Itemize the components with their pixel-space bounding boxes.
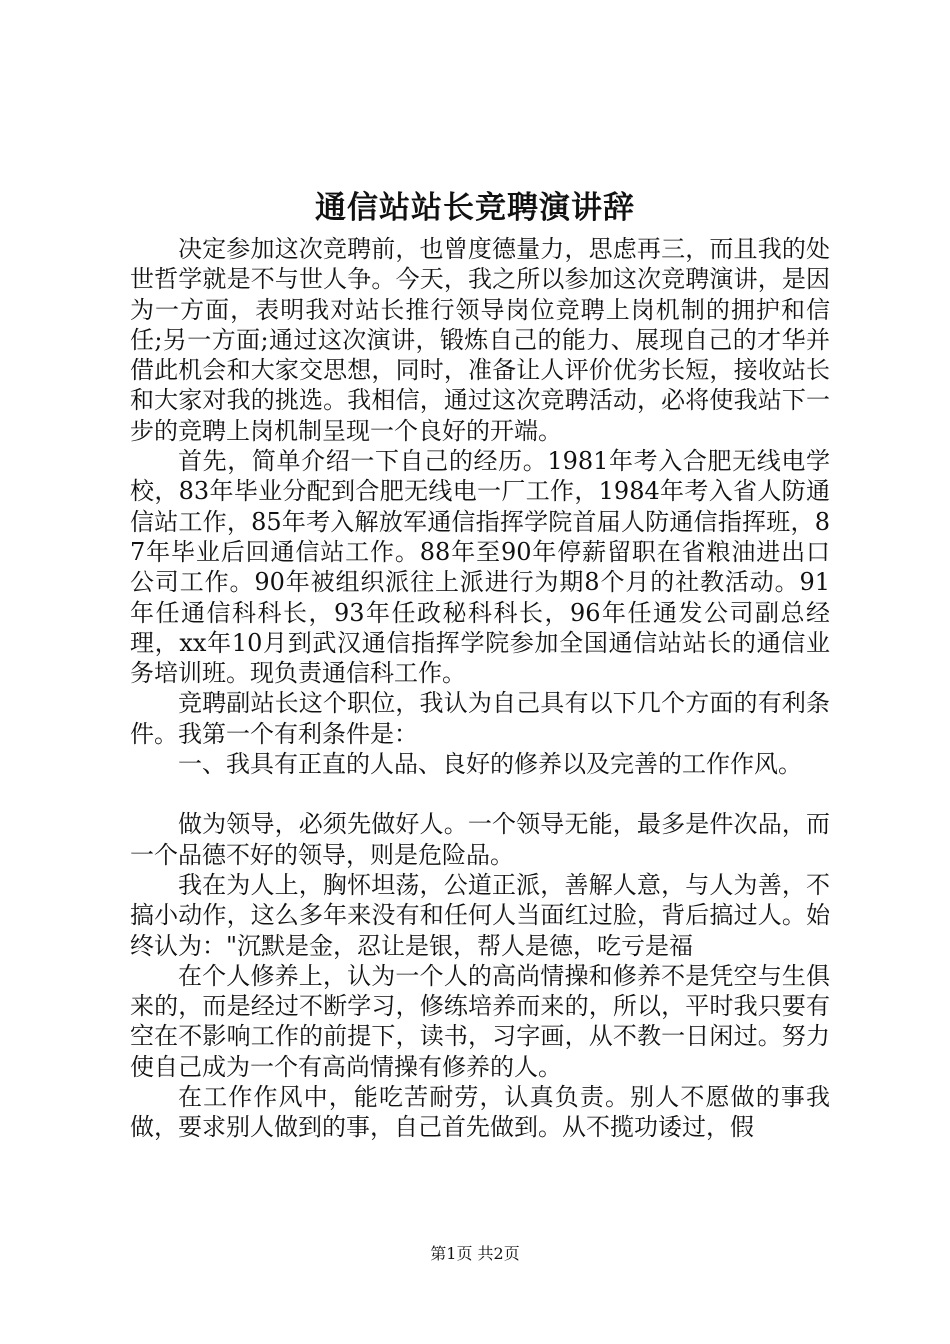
paragraph-heading-one: 一、我具有正直的人品、良好的修养以及完善的工作作风。 xyxy=(178,750,802,779)
paragraph-experience: 首先，简单介绍一下自己的经历。1981年考入合肥无线电学校，83年毕业分配到合肥无线电一厂工作，1984年考入省人防通信站工作，85年考入解放军通信指挥学院首届人防通信指挥班，87年毕业后回通信站工作。88年至90年停薪留职在省粮油进出口公司工作。90年被组织派往上派进行为期8个月的社教活动。91年任通信科科长，93年任政秘科科长，96年任通发公司副总经理，xx年10月到武汉通信指挥学院参加全国通信站站长的通信业务培训班。现负责通信科工作。 xyxy=(130,447,830,688)
document-body xyxy=(130,234,830,1143)
paragraph-leadership: 做为领导，必须先做好人。一个领导无能，最多是件次品，而一个品德不好的领导，则是危险品。 xyxy=(130,810,830,869)
paragraph-intro: 决定参加这次竞聘前，也曾度德量力，思虑再三，而且我的处世哲学就是不与世人争。今天，我之所以参加这次竞聘演讲，是因为一方面，表明我对站长推行领导岗位竞聘上岗机制的拥护和信任;另一方面;通过这次演讲，锻炼自己的能力、展现自己的才华并借此机会和大家交思想，同时，准备让人评价优劣长短，接收站长和大家对我的挑选。我相信，通过这次竞聘活动，必将使我站下一步的竞聘上岗机制呈现一个良好的开端。 xyxy=(130,235,830,445)
page-footer: 第1页 共2页 xyxy=(430,1244,520,1263)
paragraph-cultivation: 在个人修养上，认为一个人的高尚情操和修养不是凭空与生俱来的，而是经过不断学习，修练培养而来的，所以，平时我只要有空在不影响工作的前提下，读书，习字画，从不教一日闲过。努力使自己成为一个有高尚情操有修养的人。 xyxy=(130,961,830,1081)
paragraph-spacer xyxy=(130,779,830,809)
paragraph-conditions: 竞聘副站长这个职位，我认为自己具有以下几个方面的有利条件。我第一个有利条件是： xyxy=(130,689,830,748)
paragraph-work-style: 在工作作风中，能吃苦耐劳，认真负责。别人不愿做的事我做，要求别人做到的事，自己首先做到。从不揽功诿过，假 xyxy=(130,1083,830,1142)
document-title: 通信站站长竞聘演讲辞 xyxy=(315,190,635,226)
paragraph-character: 我在为人上，胸怀坦荡，公道正派，善解人意，与人为善，不搞小动作，这么多年来没有和任何人当面红过脸，背后搞过人。始终认为："沉默是金，忍让是银，帮人是德，吃亏是福 xyxy=(130,870,830,960)
